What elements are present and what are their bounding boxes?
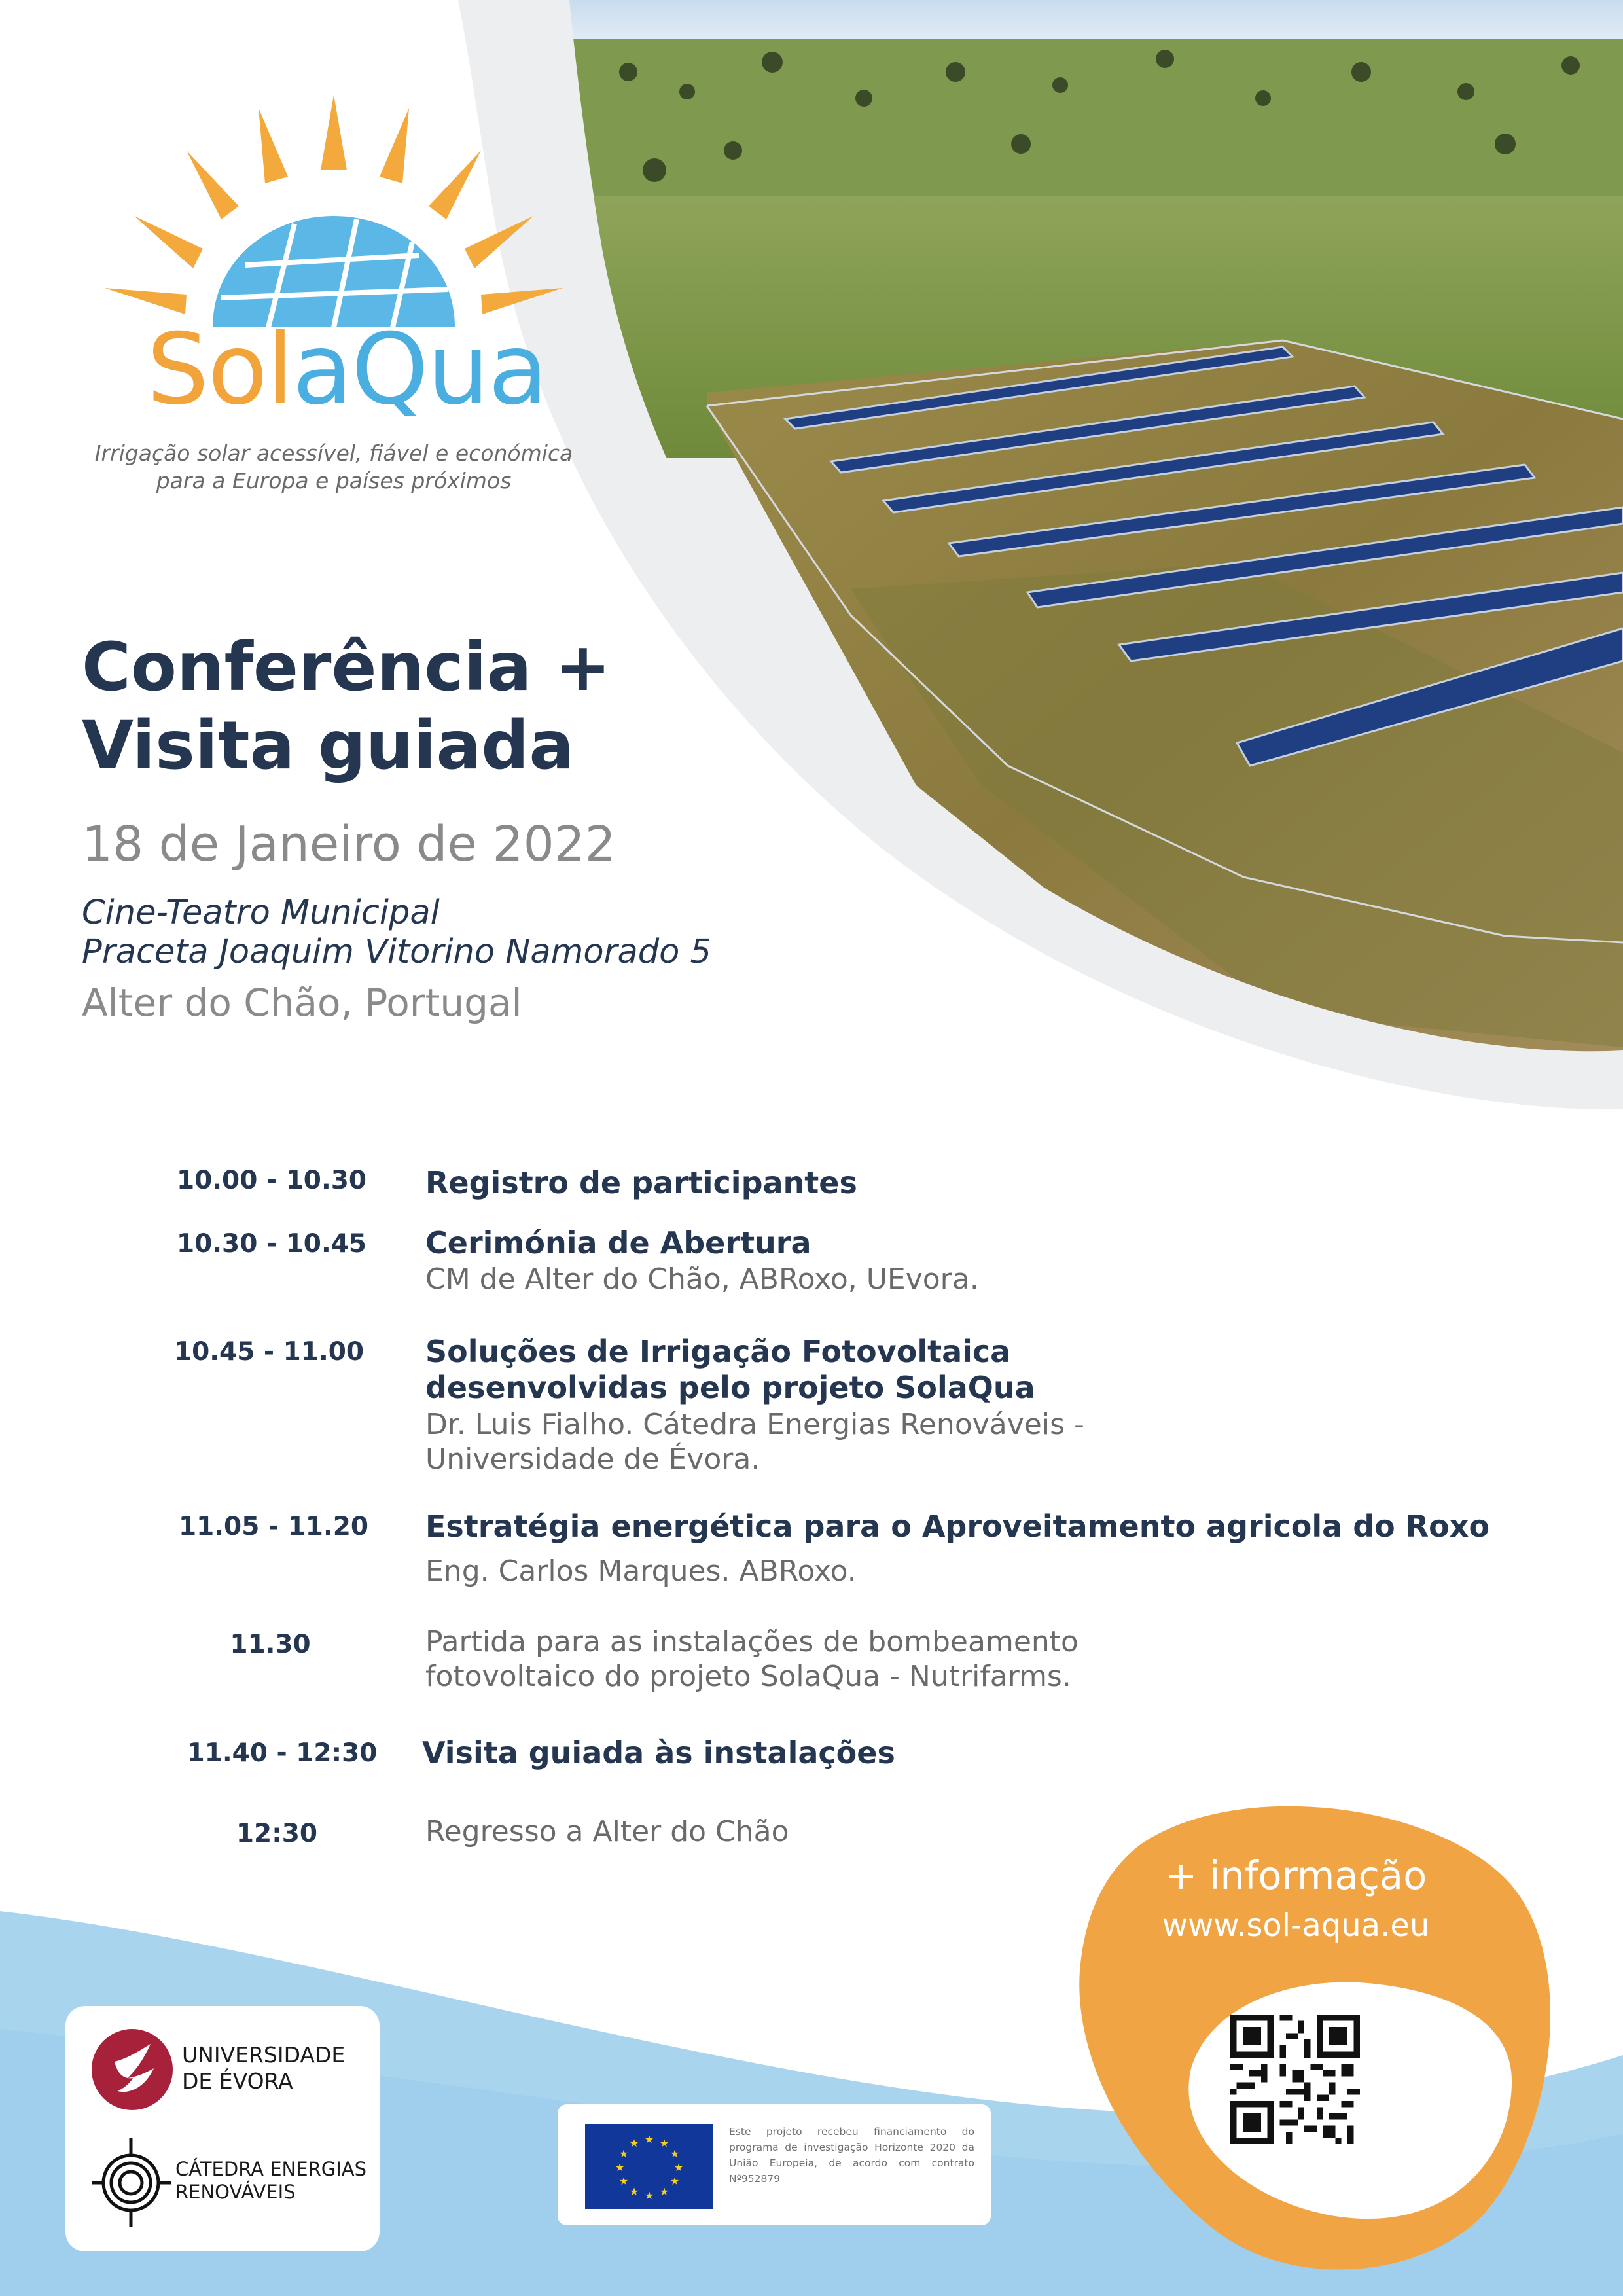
svg-text:★: ★ xyxy=(659,2137,669,2149)
svg-text:★: ★ xyxy=(673,2161,684,2174)
agenda-desc: Partida para as instalações de bombeamento xyxy=(425,1625,1079,1659)
svg-text:★: ★ xyxy=(644,2133,654,2145)
catedra-name-line-2: RENOVÁVEIS xyxy=(175,2181,296,2203)
svg-text:★: ★ xyxy=(615,2161,625,2174)
agenda-desc: CM de Alter do Chão, ABRoxo, UEvora. xyxy=(425,1263,979,1296)
partners-card xyxy=(65,2006,380,2251)
event-title xyxy=(82,628,736,785)
agenda-time: 11.30 xyxy=(230,1630,311,1659)
agenda-time: 11.40 - 12:30 xyxy=(187,1738,378,1768)
brand-name xyxy=(144,314,550,425)
info-url-link[interactable]: www.sol-aqua.eu xyxy=(1162,1907,1430,1944)
agenda-time: 10.00 - 10.30 xyxy=(176,1166,367,1195)
agenda-title: desenvolvidas pelo projeto SolaQua xyxy=(425,1370,1035,1405)
event-title-line-2: Visita guiada xyxy=(82,707,575,785)
svg-text:★: ★ xyxy=(659,2185,669,2198)
svg-text:★: ★ xyxy=(644,2189,654,2202)
svg-text:★: ★ xyxy=(669,2175,680,2187)
university-name-line-1: UNIVERSIDADE xyxy=(182,2042,346,2068)
agenda-time: 11.05 - 11.20 xyxy=(178,1512,369,1541)
universidade-evora-logo-icon xyxy=(88,2026,177,2114)
agenda-desc: Regresso a Alter do Chão xyxy=(425,1815,789,1848)
catedra-name-line-1: CÁTEDRA ENERGIAS xyxy=(175,2158,366,2180)
svg-text:★: ★ xyxy=(618,2175,629,2187)
tagline-line-1: Irrigação solar acessível, fiável e económica xyxy=(94,440,573,466)
eu-flag-icon xyxy=(585,2124,713,2209)
agenda-time: 10.30 - 10.45 xyxy=(176,1229,367,1259)
qr-code-icon[interactable] xyxy=(1230,2015,1360,2144)
tagline-line-2: para a Europa e países próximos xyxy=(156,468,512,493)
agenda-title: Registro de participantes xyxy=(425,1165,857,1200)
svg-text:★: ★ xyxy=(618,2147,629,2160)
venue-address: Praceta Joaquim Vitorino Namorado 5 xyxy=(82,933,711,971)
agenda-desc: Universidade de Évora. xyxy=(425,1443,760,1476)
agenda-desc: Dr. Luis Fialho. Cátedra Energias Renováveis - xyxy=(425,1408,1084,1441)
agenda-time: 12:30 xyxy=(236,1819,318,1848)
venue-city: Alter do Chão, Portugal xyxy=(82,980,522,1025)
university-name-line-2: DE ÉVORA xyxy=(182,2068,293,2094)
brand-name-sol: Sol xyxy=(147,313,293,427)
agenda-time: 10.45 - 11.00 xyxy=(173,1337,365,1367)
svg-text:★: ★ xyxy=(669,2147,680,2160)
agenda-title: Estratégia energética para o Aproveitamento agricola do Roxo xyxy=(425,1509,1490,1544)
agenda-title: Cerimónia de Abertura xyxy=(425,1225,812,1261)
eu-funding-card xyxy=(558,2104,991,2225)
brand-name-aqua: aQua xyxy=(292,313,547,427)
agenda-desc: fotovoltaico do projeto SolaQua - Nutrifarms. xyxy=(425,1660,1071,1693)
eu-funding-text: Este projeto recebeu financiamento do programa de investigação Horizonte 2020 da União Europeia, de acordo com contrato Nº952879 xyxy=(729,2126,974,2185)
agenda-desc: Eng. Carlos Marques. ABRoxo. xyxy=(425,1554,857,1588)
svg-text:★: ★ xyxy=(629,2185,639,2198)
info-title: + informação xyxy=(1164,1853,1427,1898)
event-title-line-1: Conferência + xyxy=(82,628,611,706)
venue-name: Cine-Teatro Municipal xyxy=(82,893,440,932)
agenda-title: Visita guiada às instalações xyxy=(422,1735,895,1770)
tagline xyxy=(65,440,602,495)
catedra-logo-icon xyxy=(90,2137,172,2229)
agenda-title: Soluções de Irrigação Fotovoltaica xyxy=(425,1334,1011,1369)
event-date: 18 de Janeiro de 2022 xyxy=(82,816,616,872)
svg-text:★: ★ xyxy=(629,2137,639,2149)
